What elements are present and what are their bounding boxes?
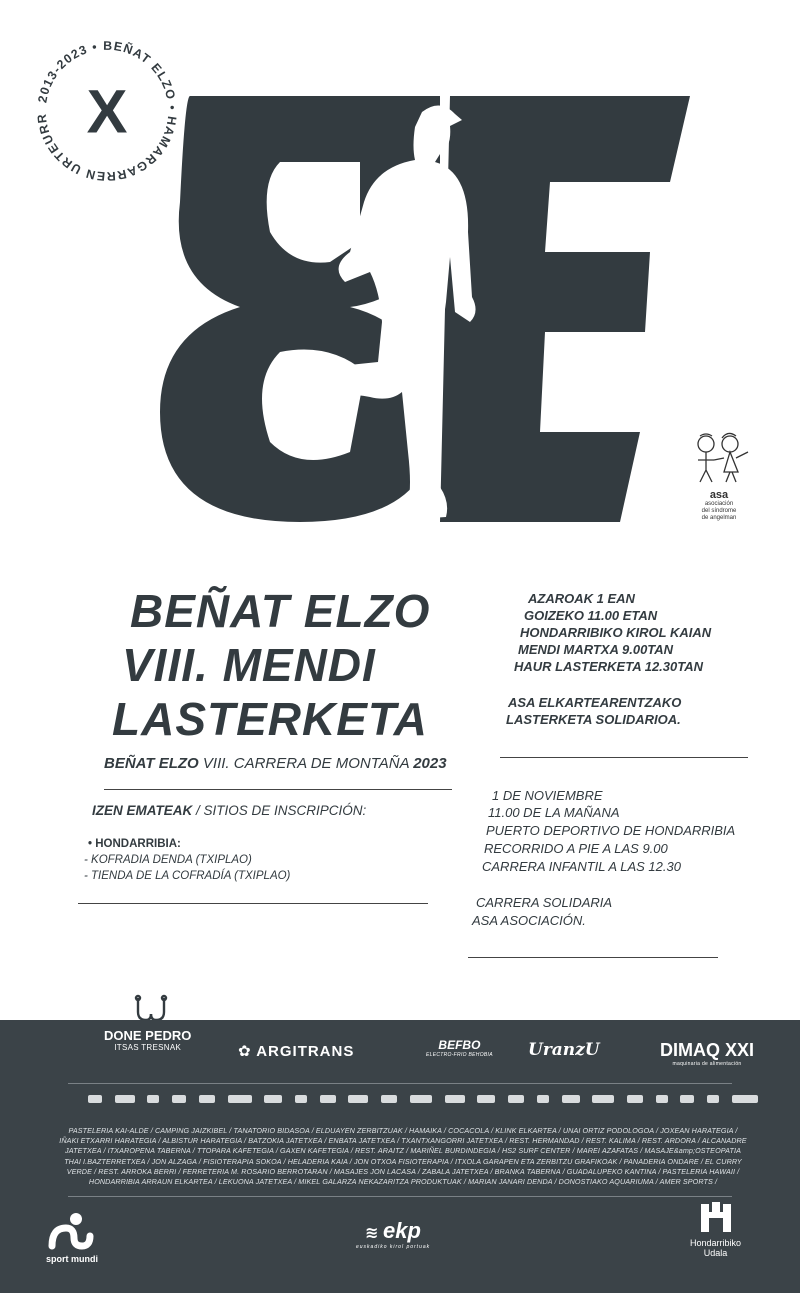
sponsor-donepedro-name: DONE PEDRO bbox=[104, 1028, 192, 1043]
sponsor-argitrans-name: ARGITRANS bbox=[256, 1043, 355, 1060]
hondarribia-udala-logo bbox=[690, 1200, 741, 1258]
divider bbox=[68, 1196, 732, 1197]
divider bbox=[78, 903, 428, 904]
sponsor-donepedro bbox=[104, 1028, 191, 1052]
asa-subtitle-2: del síndrome bbox=[701, 508, 737, 514]
asa-children-icon bbox=[684, 430, 754, 486]
sponsor-logo bbox=[320, 1095, 336, 1103]
sponsor-uranzu-name: UranzU bbox=[528, 1040, 600, 1060]
info-es-solidarity-2: ASA ASOCIACIÓN. bbox=[472, 913, 586, 928]
divider bbox=[468, 957, 718, 958]
badge-roman-numeral: X bbox=[86, 77, 128, 146]
info-es-date: 1 DE NOVIEMBRE bbox=[492, 788, 603, 803]
ekp-logo bbox=[356, 1218, 430, 1250]
info-eu-kids: HAUR LASTERKETA 12.30TAN bbox=[514, 659, 704, 674]
subtitle-year: 2023 bbox=[413, 755, 447, 772]
info-eu-solidarity-2: LASTERKETA SOLIDARIOA. bbox=[506, 712, 681, 727]
sponsor-argitrans bbox=[238, 1042, 354, 1060]
inscription-heading bbox=[92, 803, 366, 818]
sponsor-logo bbox=[732, 1095, 758, 1103]
be-runner-graphic bbox=[150, 92, 700, 532]
sponsor-logo bbox=[508, 1095, 524, 1103]
sponsor-logo bbox=[295, 1095, 307, 1103]
info-eu-solidarity-1: ASA ELKARTEARENTZAKO bbox=[508, 695, 682, 710]
title-line-3: LASTERKETA bbox=[112, 693, 428, 745]
collaborators-list: PASTELERIA KAI-ALDE / CAMPING JAIZKIBEL / TANATORIO BIDASOA / ELDUAYEN ZERBITZUAK / HAMAIKA / COCACOLA / KLINK ELKARTEA / UNAI ORTIZ PODOLOGOA / JOXEAN HARATEGIA / IÑAKI ETXARRI HARATEGIA / ALBISTUR HARATEGIA / BATZOKIA JATETXEA / ENBATA JATETXEA / TXANTXANGORRI JATETXEA / REST. HERMANDAD / REST. KALIMA / REST. ARDORA / ALCANADRE JATETXEA / ITXAROPENA TABERNA / TTOPARA KAFETEGIA / GAXEN KAFETEGIA / REST. ARAITZ / MARIÑEL BURDINDEGIA / HS2 SURF CENTER / MAREI AZAFATAS / MASAJE&amp;OSTEOPATIA THAI I.BAZTERRETXEA / JON ALZAGA / FISIOTERAPIA SOKOA / HELADERIA KAIA / JON OTXOA FISIOTERAPIA / ITXOLA GARAPEN ETA ZERBITZU GRAFIKOAK / PANADERIA ONDARE / EL CURRY VERDE / REST. ARROKA BERRI / FERRETERIA M. ROSARIO BERROTARAN / MASAJES JON LACASA / ZABALA JATETXEA / BRANKA TABERNA / GUADALUPEKO KANTINA / PASTELERIA HAWAII / HONDARRIBIA ARRAUN ELKARTEA / LEKUONA JATETXEA / MIKEL GALARZA NEKAZARITZA PRODUKTUAK / MARIAN JANARI DENDA / DONOSTIAKO AQUARIUMA / AMER SPORTS / bbox=[59, 1126, 747, 1187]
hero-logo bbox=[150, 92, 700, 532]
inscription-heading-es: / SITIOS DE INSCRIPCIÓN: bbox=[192, 803, 367, 818]
sport-mundi-logo bbox=[44, 1210, 100, 1264]
sponsor-logo bbox=[592, 1095, 614, 1103]
title-line-1: BEÑAT ELZO bbox=[130, 585, 431, 637]
info-eu-walk: MENDI MARTXA 9.00TAN bbox=[518, 642, 674, 657]
udala-line-1: Hondarribiko bbox=[690, 1238, 742, 1248]
divider bbox=[104, 789, 452, 790]
event-title bbox=[112, 584, 472, 746]
sponsor-befbo-sub: ELECTRO-FRIO BEHOBIA bbox=[426, 1052, 493, 1058]
main-sponsors bbox=[0, 1020, 800, 1080]
divider bbox=[68, 1083, 732, 1084]
sport-mundi-icon bbox=[44, 1210, 100, 1254]
inscription-heading-eu: IZEN EMATEAK bbox=[92, 803, 193, 818]
sponsor-logo bbox=[680, 1095, 694, 1103]
sponsor-logo bbox=[228, 1095, 252, 1103]
sponsor-logo bbox=[199, 1095, 215, 1103]
sponsor-band bbox=[0, 1020, 800, 1293]
sponsor-logo bbox=[445, 1095, 465, 1103]
info-es-walk: RECORRIDO A PIE A LAS 9.00 bbox=[484, 841, 668, 856]
info-es-kids: CARRERA INFANTIL A LAS 12.30 bbox=[482, 859, 681, 874]
waves-icon: ≋ bbox=[365, 1225, 384, 1242]
sponsor-logo bbox=[88, 1095, 102, 1103]
event-subtitle bbox=[104, 755, 447, 772]
info-eu-place: HONDARRIBIKO KIROL KAIAN bbox=[520, 625, 712, 640]
sponsor-befbo bbox=[426, 1038, 493, 1058]
sponsor-dimaq-name: DIMAQ XXI bbox=[660, 1040, 755, 1060]
lotus-icon: ✿ bbox=[238, 1043, 257, 1060]
ekp-name: ekp bbox=[383, 1218, 421, 1243]
sponsor-logo bbox=[172, 1095, 186, 1103]
subtitle-name: BEÑAT ELZO bbox=[104, 755, 199, 772]
sponsor-logo bbox=[537, 1095, 549, 1103]
sponsor-uranzu bbox=[528, 1040, 600, 1060]
inscription-list bbox=[84, 836, 290, 884]
sponsor-logo bbox=[707, 1095, 719, 1103]
inscription-item-es: - TIENDA DE LA COFRADÍA (TXIPLAO) bbox=[84, 870, 291, 882]
info-es-time: 11.00 DE LA MAÑANA bbox=[488, 805, 620, 820]
sponsor-dimaq bbox=[660, 1040, 754, 1067]
divider bbox=[500, 757, 748, 758]
sponsor-befbo-name: BEFBO bbox=[438, 1038, 481, 1052]
subtitle-race: VIII. CARRERA DE MONTAÑA bbox=[202, 755, 410, 772]
info-eu-date: AZAROAK 1 EAN bbox=[528, 591, 635, 606]
info-eu-time: GOIZEKO 11.00 ETAN bbox=[524, 608, 658, 623]
inscription-item-eu: - KOFRADIA DENDA (TXIPLAO) bbox=[84, 854, 252, 866]
sponsor-donepedro-sub: ITSAS TRESNAK bbox=[114, 1043, 182, 1052]
sponsor-logo bbox=[477, 1095, 495, 1103]
sponsor-logo bbox=[410, 1095, 432, 1103]
sponsor-logo bbox=[381, 1095, 397, 1103]
badge-ring-text: 2013-2023 • BEÑAT ELZO • HAMARGARREN URTEURR bbox=[34, 38, 180, 184]
asa-subtitle-3: de angelman bbox=[701, 515, 737, 521]
info-es-place: PUERTO DEPORTIVO DE HONDARRIBIA bbox=[486, 823, 736, 838]
asa-subtitle-1: asociación bbox=[704, 501, 734, 507]
asa-logo bbox=[678, 430, 760, 552]
sponsor-logo bbox=[348, 1095, 368, 1103]
title-line-2: VIII. MENDI bbox=[122, 639, 376, 691]
sponsor-logo bbox=[115, 1095, 135, 1103]
sponsor-logo bbox=[627, 1095, 643, 1103]
sponsor-logo bbox=[562, 1095, 580, 1103]
castle-icon bbox=[699, 1200, 733, 1234]
sponsor-logo bbox=[264, 1095, 282, 1103]
udala-line-2: Udala bbox=[703, 1248, 728, 1258]
asa-name: asa bbox=[709, 489, 729, 501]
small-sponsor-logos bbox=[88, 1092, 758, 1106]
sponsor-logo bbox=[656, 1095, 668, 1103]
sport-mundi-name: sport mundi bbox=[46, 1254, 98, 1264]
sponsor-logo bbox=[147, 1095, 159, 1103]
ekp-sub: euskadiko kirol portuak bbox=[356, 1244, 431, 1250]
info-es-solidarity-1: CARRERA SOLIDARIA bbox=[476, 895, 613, 910]
sponsor-dimaq-sub: maquinaria de alimentación bbox=[672, 1061, 742, 1067]
inscription-place: • HONDARRIBIA: bbox=[88, 838, 181, 850]
